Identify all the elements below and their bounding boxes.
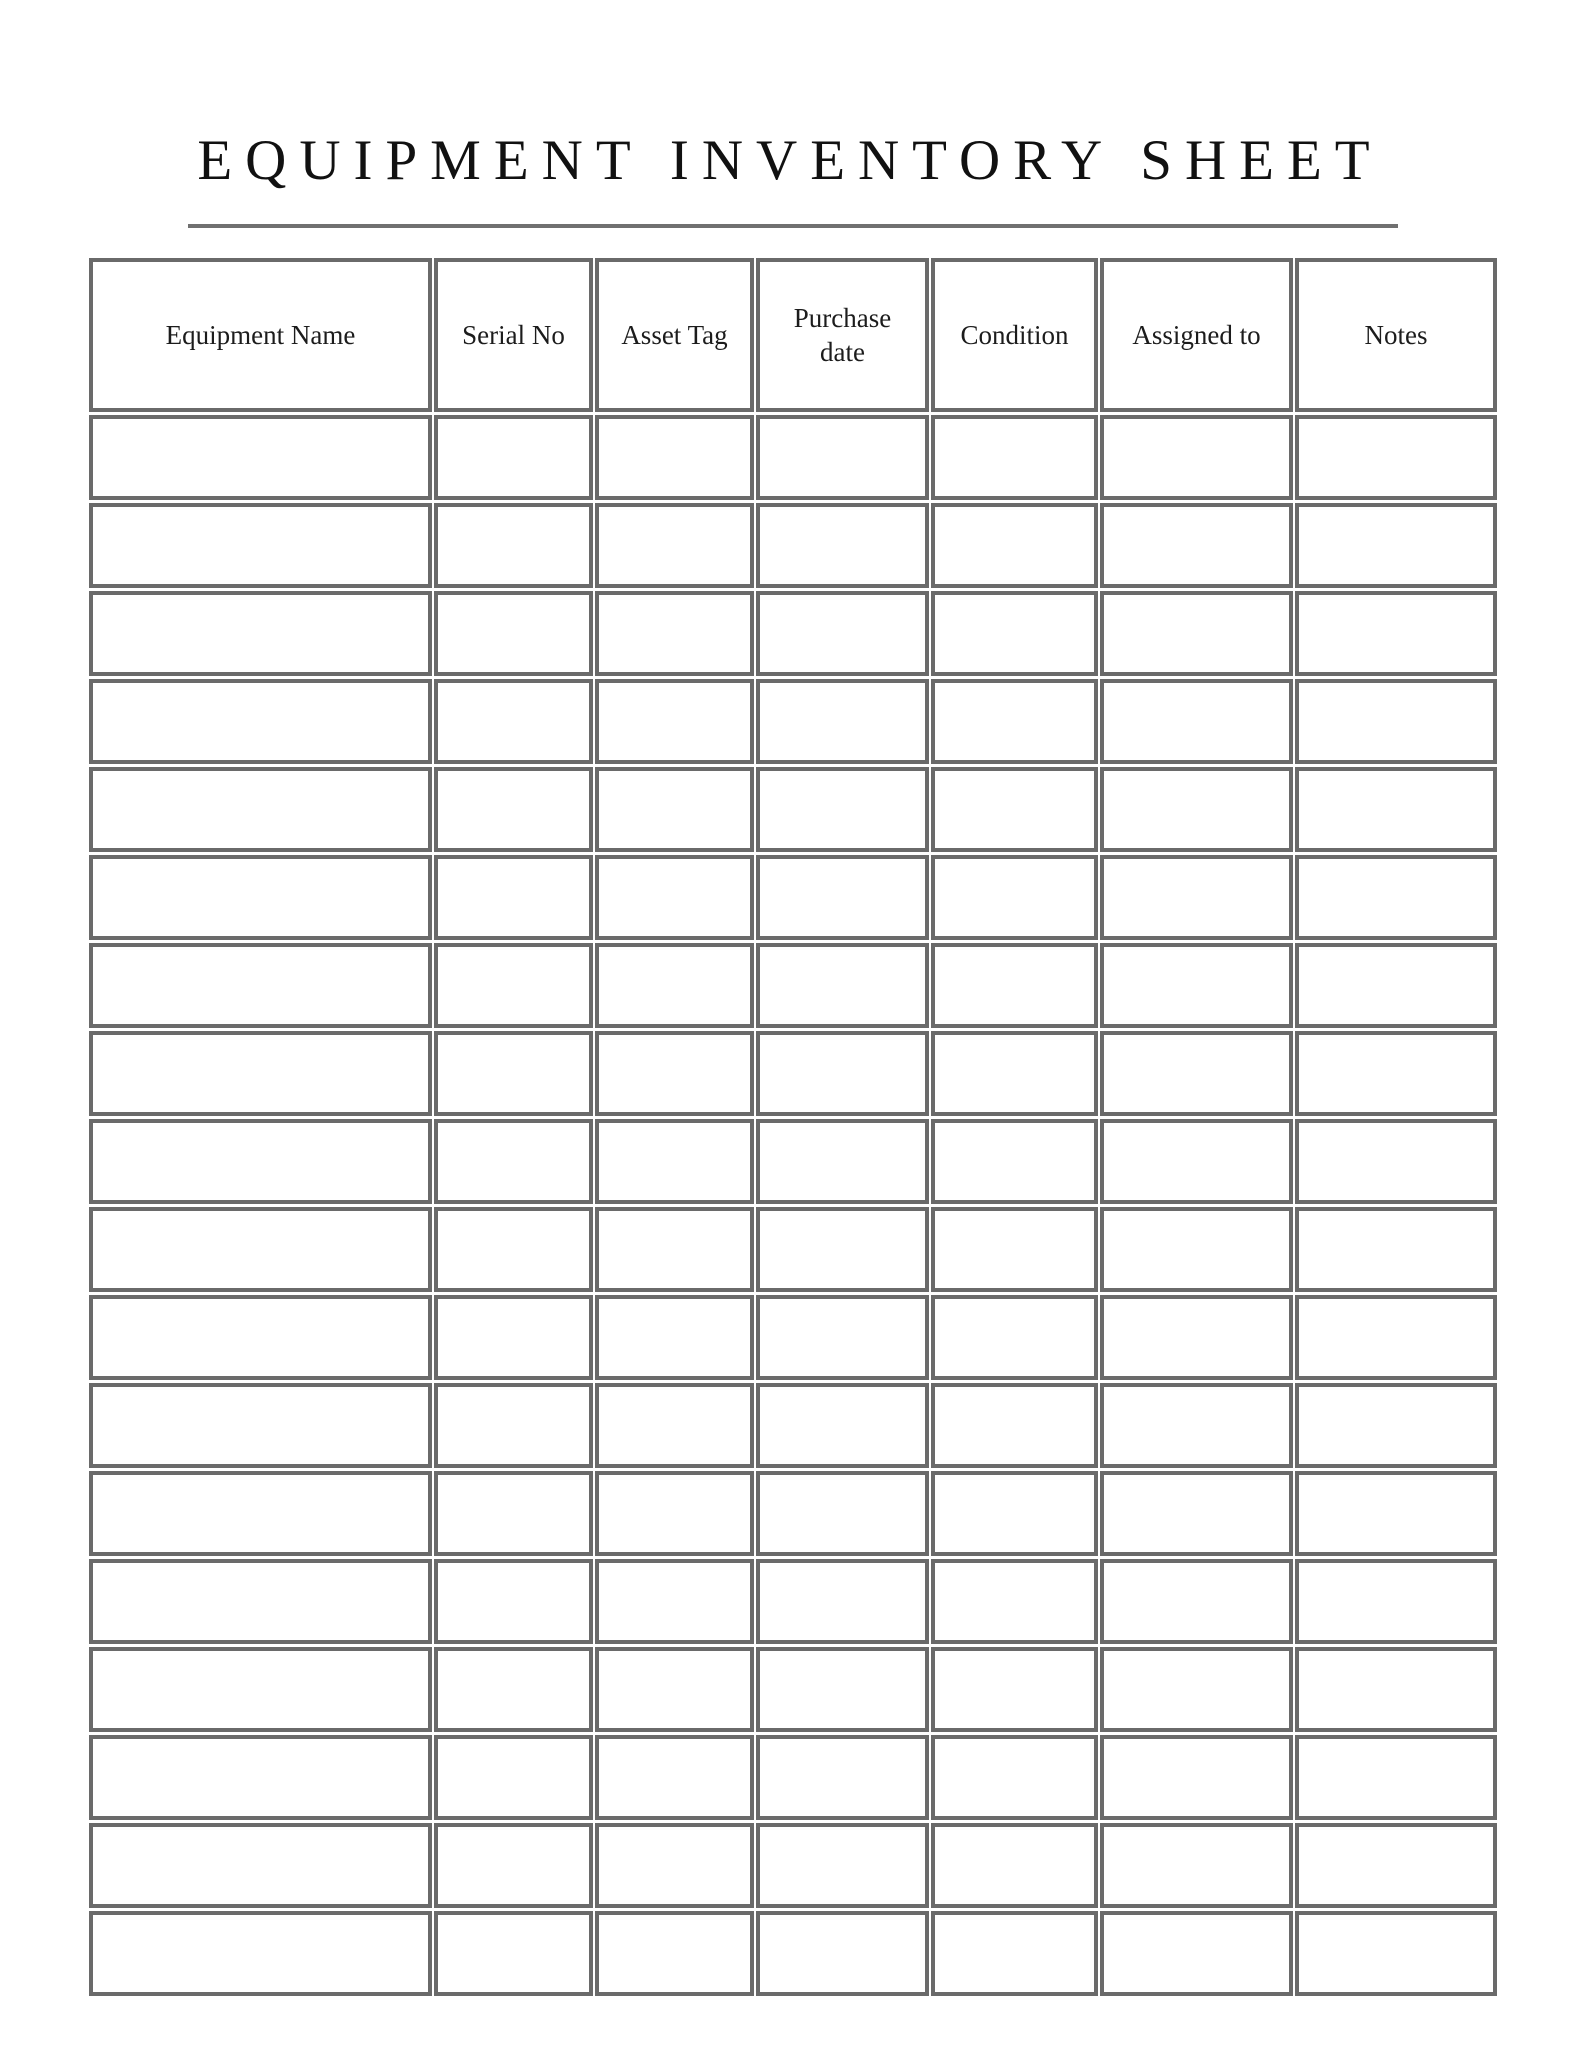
table-cell[interactable] xyxy=(595,1295,754,1380)
table-cell[interactable] xyxy=(595,855,754,940)
table-cell[interactable] xyxy=(931,415,1098,500)
table-cell[interactable] xyxy=(756,855,929,940)
table-cell[interactable] xyxy=(1295,503,1497,588)
table-cell[interactable] xyxy=(1100,855,1293,940)
table-cell[interactable] xyxy=(89,503,432,588)
table-cell[interactable] xyxy=(1100,1911,1293,1996)
table-cell[interactable] xyxy=(931,1735,1098,1820)
table-cell[interactable] xyxy=(931,1207,1098,1292)
table-cell[interactable] xyxy=(89,1559,432,1644)
table-cell[interactable] xyxy=(1100,1559,1293,1644)
table-cell[interactable] xyxy=(1295,1647,1497,1732)
table-cell[interactable] xyxy=(89,679,432,764)
table-cell[interactable] xyxy=(1295,679,1497,764)
table-cell[interactable] xyxy=(1295,591,1497,676)
table-cell[interactable] xyxy=(931,591,1098,676)
column-header: Purchase date xyxy=(756,258,929,412)
table-cell[interactable] xyxy=(756,943,929,1028)
table-cell[interactable] xyxy=(434,943,593,1028)
table-cell[interactable] xyxy=(931,1471,1098,1556)
table-cell[interactable] xyxy=(1295,1031,1497,1116)
table-cell[interactable] xyxy=(89,591,432,676)
table-cell[interactable] xyxy=(595,591,754,676)
table-cell[interactable] xyxy=(931,1119,1098,1204)
column-header: Assigned to xyxy=(1100,258,1293,412)
table-cell[interactable] xyxy=(756,767,929,852)
table-cell[interactable] xyxy=(1295,1383,1497,1468)
table-cell[interactable] xyxy=(434,1207,593,1292)
table-cell[interactable] xyxy=(756,1559,929,1644)
table-cell[interactable] xyxy=(1295,1207,1497,1292)
table-cell[interactable] xyxy=(756,503,929,588)
table-cell[interactable] xyxy=(595,503,754,588)
table-cell[interactable] xyxy=(434,1119,593,1204)
table-cell[interactable] xyxy=(434,591,593,676)
table-cell[interactable] xyxy=(931,1647,1098,1732)
table-cell[interactable] xyxy=(1100,943,1293,1028)
table-cell[interactable] xyxy=(89,1911,432,1996)
table-cell[interactable] xyxy=(1100,1119,1293,1204)
table-cell[interactable] xyxy=(595,1559,754,1644)
table-cell[interactable] xyxy=(1100,591,1293,676)
table-cell[interactable] xyxy=(595,1119,754,1204)
table-cell[interactable] xyxy=(434,1471,593,1556)
table-cell[interactable] xyxy=(1295,767,1497,852)
table-cell[interactable] xyxy=(756,1735,929,1820)
title-divider xyxy=(188,224,1398,228)
table-cell[interactable] xyxy=(756,1383,929,1468)
table-cell[interactable] xyxy=(756,1031,929,1116)
table-cell[interactable] xyxy=(756,415,929,500)
table-cell[interactable] xyxy=(1100,767,1293,852)
table-cell[interactable] xyxy=(89,1295,432,1380)
table-cell[interactable] xyxy=(89,855,432,940)
table-cell[interactable] xyxy=(1295,1559,1497,1644)
table-cell[interactable] xyxy=(595,767,754,852)
table-cell[interactable] xyxy=(756,679,929,764)
table-cell[interactable] xyxy=(1100,415,1293,500)
table-cell[interactable] xyxy=(1295,855,1497,940)
table-cell[interactable] xyxy=(931,1559,1098,1644)
table-cell[interactable] xyxy=(931,1383,1098,1468)
table-cell[interactable] xyxy=(434,1647,593,1732)
column-header: Serial No xyxy=(434,258,593,412)
table-cell[interactable] xyxy=(756,1823,929,1908)
table-cell[interactable] xyxy=(89,767,432,852)
table-cell[interactable] xyxy=(595,1823,754,1908)
table-cell[interactable] xyxy=(1100,1735,1293,1820)
table-cell[interactable] xyxy=(89,1823,432,1908)
table-cell[interactable] xyxy=(1295,1119,1497,1204)
table-cell[interactable] xyxy=(931,679,1098,764)
table-cell[interactable] xyxy=(89,1647,432,1732)
table-cell[interactable] xyxy=(1100,1823,1293,1908)
table-cell[interactable] xyxy=(1100,1471,1293,1556)
table-cell[interactable] xyxy=(89,943,432,1028)
table-cell[interactable] xyxy=(89,1471,432,1556)
table-cell[interactable] xyxy=(756,1911,929,1996)
table-cell[interactable] xyxy=(434,855,593,940)
table-cell[interactable] xyxy=(1295,1295,1497,1380)
table-cell[interactable] xyxy=(595,1471,754,1556)
table-cell[interactable] xyxy=(89,1119,432,1204)
table-cell[interactable] xyxy=(1100,679,1293,764)
table-cell[interactable] xyxy=(931,1295,1098,1380)
table-cell[interactable] xyxy=(434,1031,593,1116)
table-cell[interactable] xyxy=(1295,943,1497,1028)
table-cell[interactable] xyxy=(434,1735,593,1820)
table-cell[interactable] xyxy=(89,415,432,500)
table-cell[interactable] xyxy=(931,767,1098,852)
table-cell[interactable] xyxy=(595,1647,754,1732)
table-cell[interactable] xyxy=(1100,1647,1293,1732)
table-cell[interactable] xyxy=(434,415,593,500)
table-cell[interactable] xyxy=(1100,503,1293,588)
column-header: Notes xyxy=(1295,258,1497,412)
column-header: Asset Tag xyxy=(595,258,754,412)
table-cell[interactable] xyxy=(1100,1207,1293,1292)
table-cell[interactable] xyxy=(756,1207,929,1292)
table-cell[interactable] xyxy=(1100,1031,1293,1116)
table-cell[interactable] xyxy=(1100,1295,1293,1380)
table-cell[interactable] xyxy=(434,1383,593,1468)
table-cell[interactable] xyxy=(89,1735,432,1820)
table-cell[interactable] xyxy=(756,1647,929,1732)
table-cell[interactable] xyxy=(1295,1823,1497,1908)
table-cell[interactable] xyxy=(434,679,593,764)
table-cell[interactable] xyxy=(756,591,929,676)
column-header: Equipment Name xyxy=(89,258,432,412)
table-cell[interactable] xyxy=(931,855,1098,940)
table-cell[interactable] xyxy=(931,1911,1098,1996)
table-cell[interactable] xyxy=(595,415,754,500)
table-cell[interactable] xyxy=(89,1383,432,1468)
table-cell[interactable] xyxy=(931,943,1098,1028)
table-cell[interactable] xyxy=(434,1911,593,1996)
table-cell[interactable] xyxy=(595,1031,754,1116)
table-cell[interactable] xyxy=(434,1559,593,1644)
table-cell[interactable] xyxy=(1100,1383,1293,1468)
table-cell[interactable] xyxy=(1295,1735,1497,1820)
page-title: EQUIPMENT INVENTORY SHEET xyxy=(197,129,1383,192)
table-cell[interactable] xyxy=(89,1207,432,1292)
table-cell[interactable] xyxy=(756,1471,929,1556)
table-cell[interactable] xyxy=(1295,1471,1497,1556)
table-cell[interactable] xyxy=(595,1207,754,1292)
table-cell[interactable] xyxy=(595,943,754,1028)
table-cell[interactable] xyxy=(1295,1911,1497,1996)
table-cell[interactable] xyxy=(595,1383,754,1468)
table-cell[interactable] xyxy=(595,1735,754,1820)
table-cell[interactable] xyxy=(595,679,754,764)
table-cell[interactable] xyxy=(756,1295,929,1380)
table-cell[interactable] xyxy=(434,503,593,588)
table-cell[interactable] xyxy=(756,1119,929,1204)
table-cell[interactable] xyxy=(89,1031,432,1116)
column-header: Condition xyxy=(931,258,1098,412)
table-cell[interactable] xyxy=(434,1823,593,1908)
table-cell[interactable] xyxy=(434,767,593,852)
table-cell[interactable] xyxy=(595,1911,754,1996)
table-cell[interactable] xyxy=(931,503,1098,588)
table-cell[interactable] xyxy=(434,1295,593,1380)
table-cell[interactable] xyxy=(931,1823,1098,1908)
table-cell[interactable] xyxy=(1295,415,1497,500)
table-cell[interactable] xyxy=(931,1031,1098,1116)
